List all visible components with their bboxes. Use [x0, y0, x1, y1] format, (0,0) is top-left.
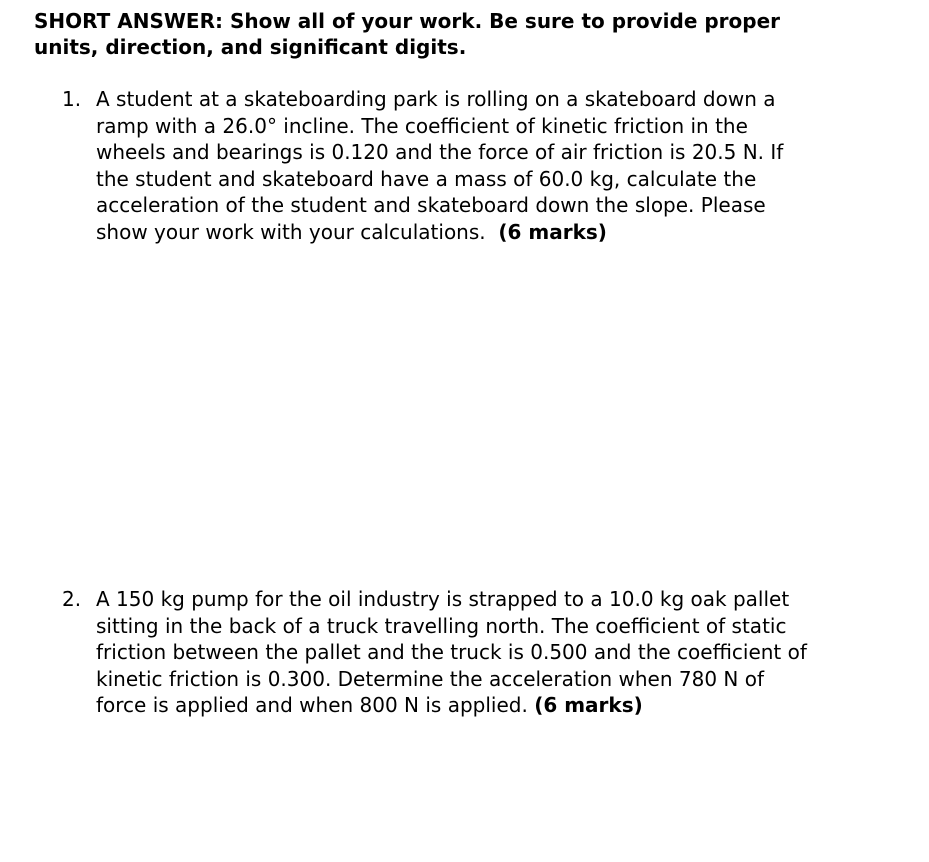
question-1-line: A student at a skateboarding park is rolling on a skateboard down a [96, 87, 776, 111]
question-2-line: A 150 kg pump for the oil industry is strapped to a 10.0 kg oak pallet [96, 587, 790, 611]
question-2-line: kinetic friction is 0.300. Determine the acceleration when 780 N of [96, 666, 764, 691]
question-2-marks: (6 marks) [534, 693, 643, 717]
question-2 [62, 586, 892, 719]
question-1-line: wheels and bearings is 0.120 and the force of air friction is 20.5 N. If [96, 140, 784, 164]
question-2-line: force is applied and when 800 N is applied. [96, 693, 535, 717]
question-1-text [96, 86, 783, 245]
header-line-1: SHORT ANSWER: Show all of your work. Be sure to provide proper [34, 9, 781, 33]
question-1-marks: (6 marks) [498, 219, 607, 244]
question-1-last-line [96, 219, 783, 246]
question-1-line: acceleration of the student and skateboard down the slope. Please [96, 193, 766, 217]
question-2-text [96, 586, 807, 719]
question-2-line: friction between the pallet and the truck is 0.500 and the coefficient of [96, 640, 807, 664]
question-2-line: sitting in the back of a truck travelling north. The coefficient of static [96, 613, 787, 638]
question-2-number: 2. [62, 587, 82, 611]
question-1-line: show your work with your calculations. [96, 219, 499, 244]
question-1 [62, 86, 892, 245]
header-line-2: units, direction, and significant digits. [34, 35, 467, 59]
section-header [34, 8, 914, 60]
question-1-number: 1. [62, 87, 82, 111]
question-1-line: ramp with a 26.0° incline. The coefficient of kinetic friction in the [96, 113, 748, 138]
question-2-last-line [96, 692, 807, 719]
question-1-line: the student and skateboard have a mass of 60.0 kg, calculate the [96, 166, 757, 191]
